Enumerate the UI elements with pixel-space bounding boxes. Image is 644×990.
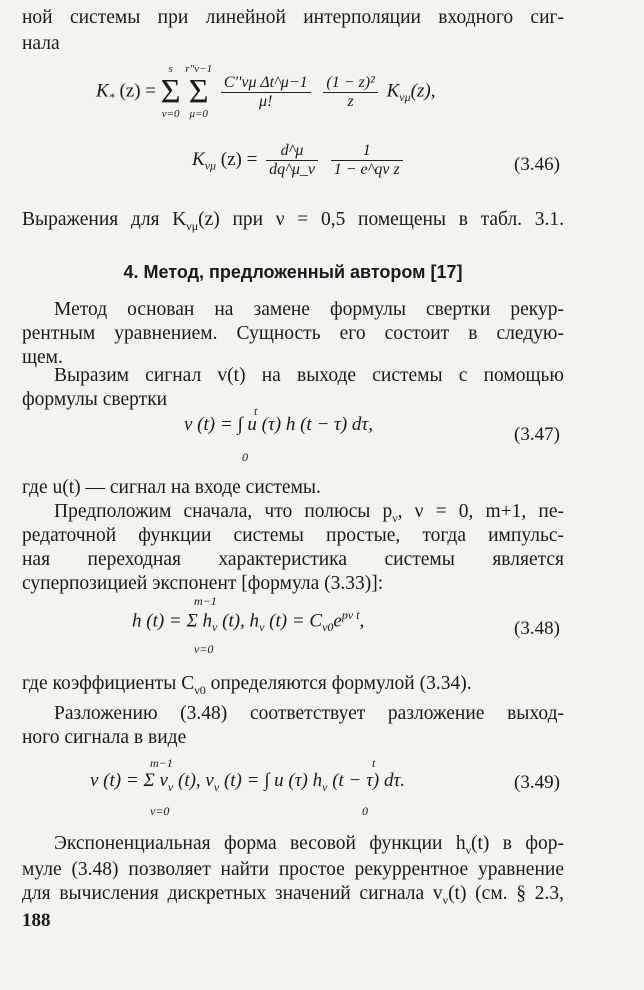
text-line: Предположим сначала, что полюсы $p_\nu$, ν = 0, m+1, пе-: [54, 501, 564, 525]
text-line: Выражения для $K_{\nu\mu}(z)$ при ν = 0,5 помещены в табл. 3.1.: [22, 209, 564, 233]
text-line: муле (3.48) позволяет найти простое рекуррентное уравнение: [22, 859, 564, 880]
equation-number: (3.46): [514, 154, 560, 175]
equation-convolution: v (t) = ∫ u (τ) h (t − τ) dτ, t 0: [184, 404, 373, 464]
text-line: щем.: [22, 347, 63, 368]
text-line: для вычисления дискретных значений сигнала $v_\nu(t)$ (см. § 2.3,: [22, 883, 564, 907]
equation-number: (3.47): [514, 424, 560, 445]
equation-k-star: $K_*$ (z) = s Σ ν=0 r''ν−1 Σ μ=0 $\frac{\text{C''νμ Δt\textasciicircum{}μ−1}}{\mu!}$ $\frac{\text{(1 − z)²}}{z}$ $K_{\nu\mu}(z)$,: [96, 63, 436, 120]
text-line: ной системы при линейной интерполяции входного сиг-: [22, 7, 564, 28]
text-line: Разложению (3.48) соответствует разложение выход-: [54, 703, 564, 724]
text-line: суперпозицией экспонент [формула (3.33)]:: [22, 573, 384, 594]
equation-output-decomposition: v (t) = Σ $v_\nu$ (t), $v_\nu$ (t) = ∫ u (τ) $h_\nu$ (t − τ) dτ. m−1 ν=0 t 0: [90, 756, 406, 818]
text-line: где коэффициенты $C_{\nu 0}$ определяются формулой (3.34).: [22, 673, 472, 697]
text-line: ного сигнала в виде: [22, 727, 187, 748]
page-number: 188: [22, 910, 51, 931]
equation-impulse-response: h (t) = Σ $h_\nu$ (t), $h_\nu$ $(t) = C_{\nu 0}e^{p\nu t}$, m−1 ν=0: [132, 594, 365, 656]
text-line: рентным уравнением. Сущность его состоит в следую-: [22, 323, 564, 344]
text-line: Экспоненциальная форма весовой функции $h_\nu(t)$ в фор-: [54, 833, 565, 857]
text-line: Метод основан на замене формулы свертки рекур-: [54, 299, 564, 320]
text-line: формулы свертки: [22, 389, 168, 410]
equation-number: (3.49): [514, 772, 560, 793]
text-line: Выразим сигнал v(t) на выходе системы с помощью: [54, 365, 564, 386]
text-line: где u(t) — сигнал на входе системы.: [22, 477, 321, 498]
text-line: ная переходная характеристика системы является: [22, 549, 564, 570]
text-line: нала: [22, 33, 60, 54]
text-line: редаточной функции системы простые, тогда импульс-: [22, 525, 564, 546]
section-heading: 4. Метод, предложенный автором [17]: [123, 262, 463, 282]
equation-number: (3.48): [514, 618, 560, 639]
equation-k-nu-mu: $K_{\nu\mu}$ (z) = $\frac{d\^{}\mu}{dq\^{}\mu\_\nu}$ $\frac{1}{\text{1 − e\textasciicircum{}qν z}}$: [192, 142, 407, 179]
